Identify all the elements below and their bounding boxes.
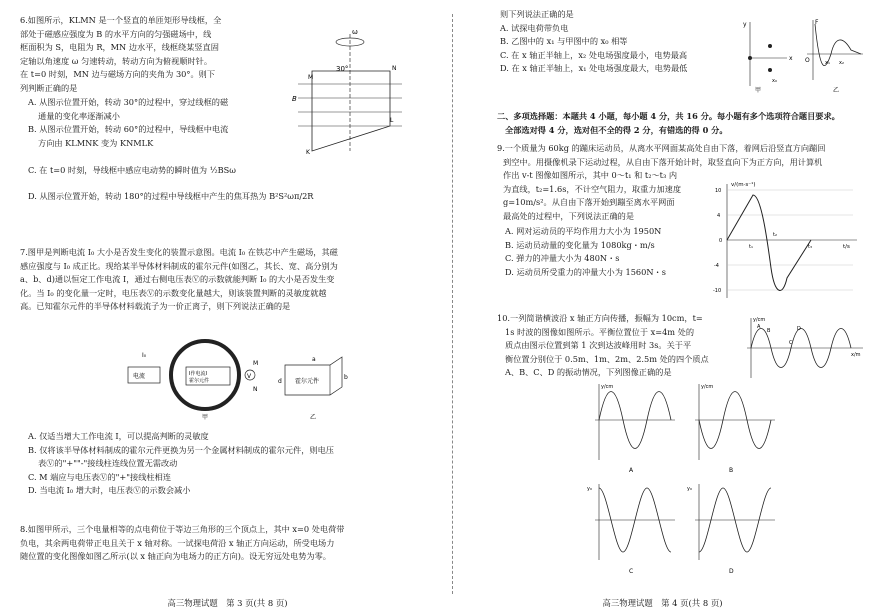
omega-label: ω	[352, 28, 358, 36]
q8-continued	[500, 8, 687, 76]
panel-b-label: B	[729, 467, 734, 474]
panel-a	[595, 384, 675, 474]
q8-line: 随位置的变化图像如图乙所示(以 x 轴正向为电场力的正方向)。设无穷远处电势为零。	[20, 551, 331, 562]
q6-line: 6.如图所示，KLMN 是一个竖直的单匝矩形导线框，全	[20, 15, 222, 25]
panel-a-label: A	[629, 467, 634, 474]
yi-label: 乙	[310, 414, 317, 421]
m-terminal: M	[253, 360, 259, 367]
q6-option-b: B. 从图示位置开始，转动 60°的过程中，导线框中电流	[28, 124, 229, 135]
panel-c-label: C	[629, 568, 634, 575]
footer-page-4: 高三物理试题 第 4 页(共 8 页)	[602, 598, 723, 608]
hall-label-b: 霍尔元件	[189, 378, 210, 384]
l-label: L	[390, 117, 394, 124]
k-label: K	[306, 149, 310, 156]
q9-options	[505, 225, 666, 279]
q9-vt-graph	[713, 178, 863, 302]
q8-line: 8.如图甲所示，三个电量相等的点电荷位于等边三角形的三个顶点上，其中 x=0 处电荷带	[20, 524, 345, 534]
panel-b-ylabel: y/cm	[701, 384, 714, 390]
source-label: 电流	[133, 373, 146, 380]
q8-option-c: C. 在 x 轴正半轴上，x₂ 处电场强度最小，电势最高	[500, 49, 688, 60]
q7-options	[28, 430, 334, 498]
panel-a-ylabel: y/cm	[601, 384, 614, 390]
q8-figures	[725, 14, 865, 94]
angle-label: 30°	[336, 65, 349, 73]
q6-line: 部处于磁感应强度为 B 的水平方向的匀强磁场中，线	[20, 28, 212, 39]
q6-option-a: A. 从图示位置开始，转动 30°的过程中，穿过线框的磁	[28, 97, 229, 107]
wave-y-label: y/cm	[753, 317, 766, 323]
n-label: N	[392, 65, 397, 72]
jia-label: 甲	[755, 87, 762, 94]
q10-wave-graph	[737, 314, 867, 380]
q8-option-a: A. 试探电荷带负电	[500, 22, 569, 33]
origin-label: O	[805, 57, 810, 64]
t3-label: t₃	[808, 244, 812, 250]
yi-box-label: 霍尔元件	[295, 378, 320, 385]
point-b: B	[767, 328, 771, 334]
page-divider	[452, 14, 453, 594]
v-tick: -10	[713, 288, 722, 294]
point-c: C	[789, 340, 793, 346]
panel-d	[687, 484, 775, 575]
q10-stem	[497, 312, 709, 380]
q9-option-b: B. 运动员动量的变化量为 1080kg・m/s	[505, 239, 655, 250]
a-dim: a	[312, 356, 316, 363]
q6-option-b-cont: 方向由 KLMNK 变为 KNMLK	[38, 137, 154, 148]
q7-line: 7.图甲是判断电流 I₀ 大小是否发生变化的装置示意图。电流 I₀ 在铁芯中产生磁场，其磁	[20, 247, 338, 257]
yi-label: 乙	[833, 87, 840, 94]
right-page	[455, 0, 870, 615]
q6-options	[28, 96, 313, 204]
m-label: M	[308, 74, 314, 81]
point-a: A	[757, 324, 761, 330]
panel-c-ylabel: y₀	[587, 486, 592, 492]
q6-line: 框面积为 S，电阻为 R，MN 边水平，线框绕某竖直固	[20, 42, 219, 53]
v-tick: -4	[714, 263, 719, 269]
q8-intro: 则下列说法正确的是	[500, 9, 574, 19]
q10-line: 质点由图示位置到第 1 次到达波峰用时 3s。关于平	[505, 340, 692, 351]
q8-line: 负电，其余两电荷带正电且关于 x 轴对称。一试探电荷沿 x 轴正方向运动，所受电场力	[20, 537, 335, 548]
panel-b	[695, 384, 775, 474]
q6-option-d: D. 从图示位置开始，转动 180°的过程中导线框中产生的焦耳热为 B²S²ωπ/2R	[28, 190, 314, 201]
x1-label: x₁	[825, 60, 830, 66]
jia-label: 甲	[202, 414, 209, 421]
wave-x-label: x/m	[851, 352, 861, 358]
q7-option-b: B. 仅将该半导体材料制成的霍尔元件更换为另一个金属材料制成的霍尔元件，则电压	[28, 444, 334, 455]
q6-line: 定轴以角速度 ω 匀速转动，转动方向为俯视顺时针。	[20, 55, 213, 66]
q9-line: 到空中。用摄像机录下运动过程，从自由下落开始计时，取竖直向下为正方向，用计算机	[503, 156, 823, 167]
q8-option-d: D. 在 x 轴正半轴上，x₁ 处电场强度最大，电势最低	[500, 63, 688, 74]
q9-option-d: D. 运动员所受重力的冲量大小为 1560N・s	[505, 266, 666, 277]
section-2-line: 二、多项选择题：本题共 4 小题，每小题 4 分，共 16 分。每小题有多个选项符合题目要求。	[497, 111, 840, 121]
q7-option-d: D. 当电流 I₀ 增大时，电压表Ⓥ的示数会减小	[28, 485, 191, 496]
v-axis-label: v/(m·s⁻¹)	[731, 182, 756, 188]
q9-line: g=10m/s²。从自由下落开始到蹦至离水平网面	[503, 197, 675, 208]
v-tick: 0	[719, 238, 723, 244]
q6-figure	[290, 26, 410, 156]
q9-line: 为直线，t₂=1.6s，不计空气阻力，取重力加速度	[503, 183, 682, 194]
q10-line: A、B、C、D 的振动情况，下列图像正确的是	[505, 367, 672, 378]
voltmeter-label: V	[247, 373, 252, 380]
q7-line: 感应强度与 I₀ 成正比。现给某半导体材料制成的霍尔元件(如图乙，其长、宽、高分别为	[20, 260, 338, 271]
t2-label: t₂	[773, 232, 777, 238]
q6-line: 列判断正确的是	[20, 82, 78, 93]
x2-label: x₂	[839, 60, 844, 66]
q9-option-c: C. 弹力的冲量大小为 480N・s	[505, 253, 620, 264]
footer-page-3: 高三物理试题 第 3 页(共 8 页)	[167, 598, 288, 608]
q7-line: 化。当 I₀ 的变化量一定时，电压表Ⓥ的示数变化量越大，则该装置判断的灵敏度就越	[20, 287, 327, 298]
i0-label: I₀	[142, 352, 147, 359]
q7-option-c: C. M 端应与电压表Ⓥ的"+"接线柱相连	[28, 471, 171, 482]
q7-figure	[120, 335, 380, 421]
q6-option-c: C. 在 t=0 时刻，导线框中感应电动势的瞬时值为 ½BSω	[28, 165, 236, 176]
v-tick: 4	[717, 213, 721, 219]
x-axis-label: x	[789, 55, 793, 62]
q9-line: 9.一个质量为 60kg 的蹦床运动员，从离水平网面某高处自由下落，着网后沿竖直方向蹦回	[497, 143, 826, 153]
t1-label: t₁	[749, 244, 753, 250]
b-label: B	[292, 95, 297, 103]
q6-line: 在 t=0 时刻，MN 边与磁场方向的夹角为 30°。则下	[20, 69, 216, 80]
q9-line: 最高处的过程中，下列说法正确的是	[503, 210, 635, 221]
d-dim: d	[278, 378, 282, 385]
q8-option-b: B. 乙图中的 x₁ 与甲图中的 x₀ 相等	[500, 36, 628, 47]
section-2-heading	[497, 110, 840, 137]
point-d: D	[797, 326, 801, 332]
x0-label: x₀	[772, 78, 777, 84]
n-terminal: N	[253, 386, 258, 393]
q9-option-a: A. 网对运动员的平均作用力大小为 1950N	[505, 226, 662, 236]
panel-c	[587, 484, 675, 575]
q7-line: 高。已知霍尔元件的半导体材料载流子为一价正离子，则下列说法正确的是	[20, 301, 291, 312]
q10-line: 10.一列简谐横波沿 x 轴正方向传播，振幅为 10cm，t=	[497, 313, 703, 323]
q10-option-panels	[585, 380, 785, 580]
f-axis-label: F	[815, 19, 819, 26]
t-axis-label: t/s	[843, 244, 850, 250]
v-tick: 10	[715, 188, 722, 194]
q7-option-b-cont: 表Ⓥ的"+""-"接线柱连线位置无需改动	[38, 458, 178, 469]
q8-stem	[20, 523, 344, 564]
b-dim: b	[344, 374, 348, 381]
q10-line: 1s 时波的图像如图所示。平衡位置位于 x=4m 处的	[505, 326, 695, 337]
hall-label-a: I作电流I	[189, 371, 207, 377]
q6-option-a-cont: 通量的变化率逐渐减小	[38, 110, 120, 121]
panel-d-label: D	[729, 568, 734, 575]
panel-d-ylabel: y₀	[687, 486, 692, 492]
section-2-line: 全部选对得 4 分，选对但不全的得 2 分，有错选的得 0 分。	[505, 124, 728, 135]
q7-option-a: A. 仅适当增大工作电流 I，可以提高判断的灵敏度	[28, 431, 209, 441]
q9-line: 作出 v-t 图像如图所示，其中 0～t₁ 和 t₂～t₃ 内	[503, 170, 678, 181]
q7-stem	[20, 246, 338, 314]
q7-line: a、b、d)通以恒定工作电流 I，通过右侧电压表Ⓥ的示数就能判断 I₀ 的大小是否发生变	[20, 274, 335, 285]
q10-line: 衡位置分别位于 0.5m、1m、2m、2.5m 处的四个质点	[505, 353, 709, 364]
q6-stem	[20, 14, 221, 96]
y-axis-label: y	[743, 21, 747, 28]
